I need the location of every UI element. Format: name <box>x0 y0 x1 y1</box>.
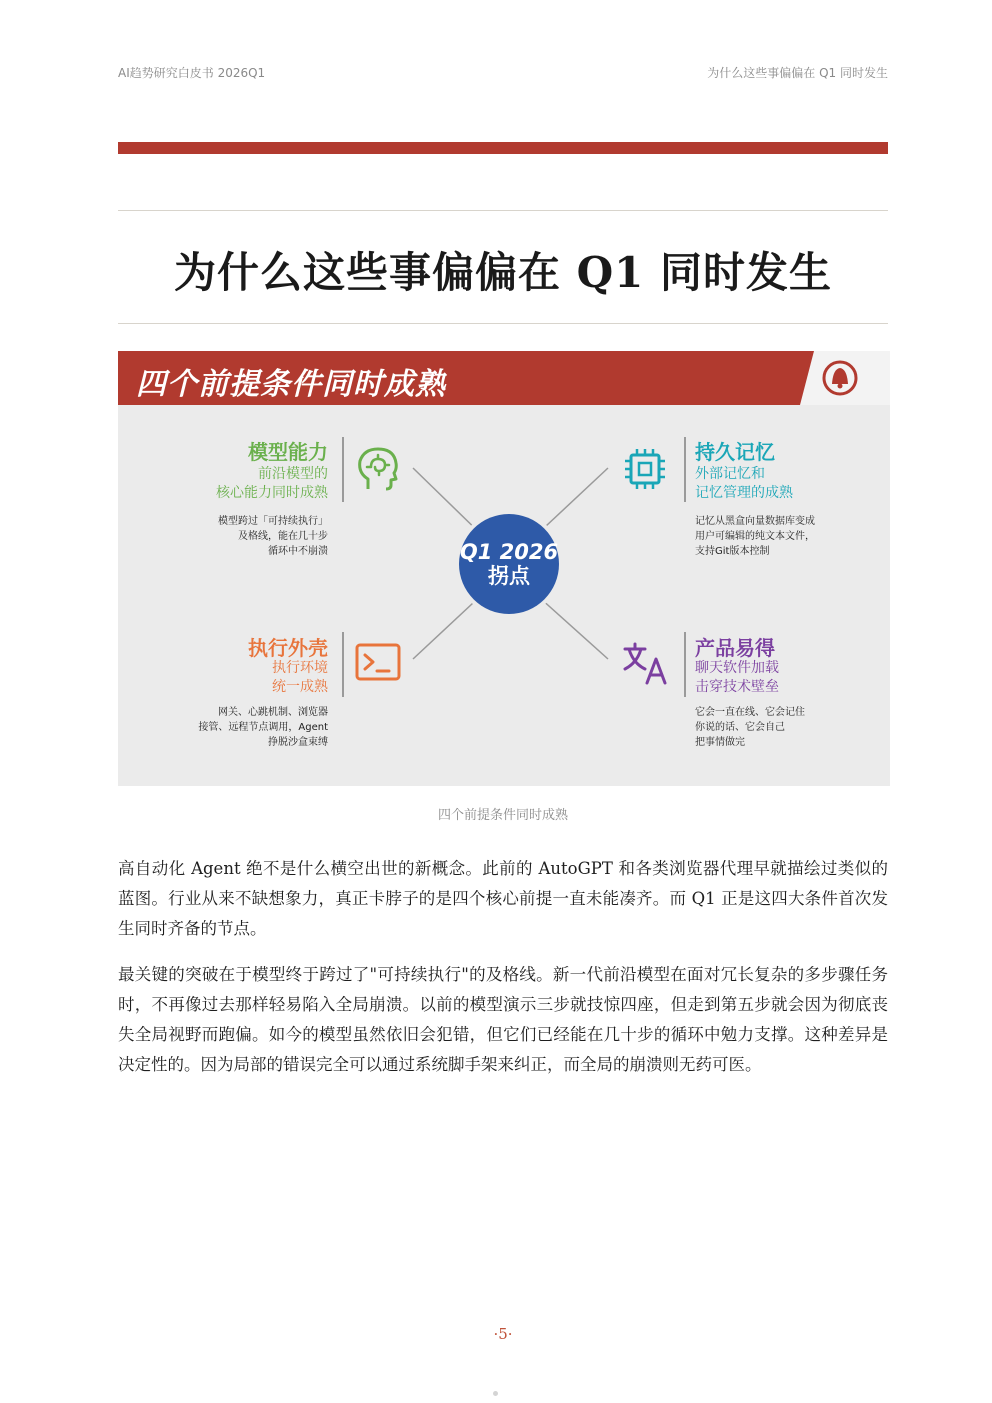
body-paragraph-1: 高自动化 Agent 绝不是什么横空出世的新概念。此前的 AutoGPT 和各类浏览器代理早就描绘过类似的蓝图。行业从来不缺想象力，真正卡脖子的是四个核心前提一直未能凑齐。而 Q1 正是这四大条件首次发生同时齐备的节点。 <box>118 859 888 938</box>
model-capability-sub2: 核心能力同时成熟 <box>216 485 328 501</box>
title-top-rule <box>118 210 888 211</box>
figure-banner-title: 四个前提条件同时成熟 <box>136 367 446 402</box>
model-capability-sub1: 前沿模型的 <box>258 466 328 482</box>
title-bottom-rule <box>118 323 888 324</box>
persistent-memory-sub1: 外部记忆和 <box>695 466 765 482</box>
page-title: 为什么这些事偏偏在 Q1 同时发生 <box>173 248 833 297</box>
running-header-left: AI趋势研究白皮书 2026Q1 <box>118 66 266 80</box>
execution-shell-desc3: 挣脱沙盒束缚 <box>268 737 328 748</box>
footer-dot <box>493 1391 498 1396</box>
model-capability-desc3: 循环中不崩溃 <box>268 546 328 557</box>
model-capability-desc2: 及格线，能在几十步 <box>238 531 328 542</box>
product-access-title: 产品易得 <box>695 636 775 660</box>
product-access-sub1: 聊天软件加载 <box>695 660 779 676</box>
execution-shell-desc2: 接管、远程节点调用，Agent <box>198 722 328 733</box>
execution-shell-desc1: 网关、心跳机制、浏览器 <box>218 707 328 718</box>
product-access-desc3: 把事情做完 <box>695 737 745 748</box>
model-divider <box>342 437 344 502</box>
body-paragraph-2: 最关键的突破在于模型终于跨过了"可持续执行"的及格线。新一代前沿模型在面对冗长复杂的多步骤任务时，不再像过去那样轻易陷入全局崩溃。以前的模型演示三步就技惊四座，但走到第五步就会因为彻底丧失全局视野而跑偏。如今的模型虽然依旧会犯错，但它们已经能在几十步的循环中勉力支撑。这种差异是决定性的。因为局部的错误完全可以通过系统脚手架来纠正，而全局的崩溃则无药可医。 <box>118 965 888 1074</box>
memory-divider <box>684 437 686 502</box>
page-number: ·5· <box>493 1325 513 1343</box>
translate-icon <box>621 639 669 687</box>
prerequisites-figure <box>118 351 890 786</box>
hub-label-line2: 拐点 <box>488 564 530 588</box>
product-divider <box>684 632 686 697</box>
persistent-memory-desc2: 用户可编辑的纯文本文件， <box>695 531 815 542</box>
terminal-icon <box>354 641 402 685</box>
figure-caption: 四个前提条件同时成熟 <box>437 808 568 823</box>
execution-shell-sub2: 统一成熟 <box>272 679 328 695</box>
shell-divider <box>342 632 344 697</box>
brain-head-icon <box>354 445 402 493</box>
model-capability-desc1: 模型跨过「可持续执行」 <box>218 516 328 527</box>
chip-icon <box>621 445 669 493</box>
execution-shell-sub1: 执行环境 <box>272 660 328 676</box>
product-access-desc2: 你说的话、它会自己 <box>695 722 785 733</box>
persistent-memory-desc3: 支持Git版本控制 <box>695 546 770 557</box>
hub-label-line1: Q1 2026 <box>459 540 559 564</box>
persistent-memory-desc1: 记忆从黑盒向量数据库变成 <box>695 516 815 527</box>
product-access-desc1: 它会一直在线、它会记住 <box>695 707 805 718</box>
persistent-memory-sub2: 记忆管理的成熟 <box>695 485 793 501</box>
product-access-sub2: 击穿技术壁垒 <box>695 679 779 695</box>
model-capability-title: 模型能力 <box>248 440 328 464</box>
running-header-right: 为什么这些事偏偏在 Q1 同时发生 <box>707 66 888 80</box>
hub-circle <box>459 514 559 614</box>
execution-shell-title: 执行外壳 <box>248 636 328 660</box>
persistent-memory-title: 持久记忆 <box>695 440 775 464</box>
accent-bar <box>118 142 888 154</box>
